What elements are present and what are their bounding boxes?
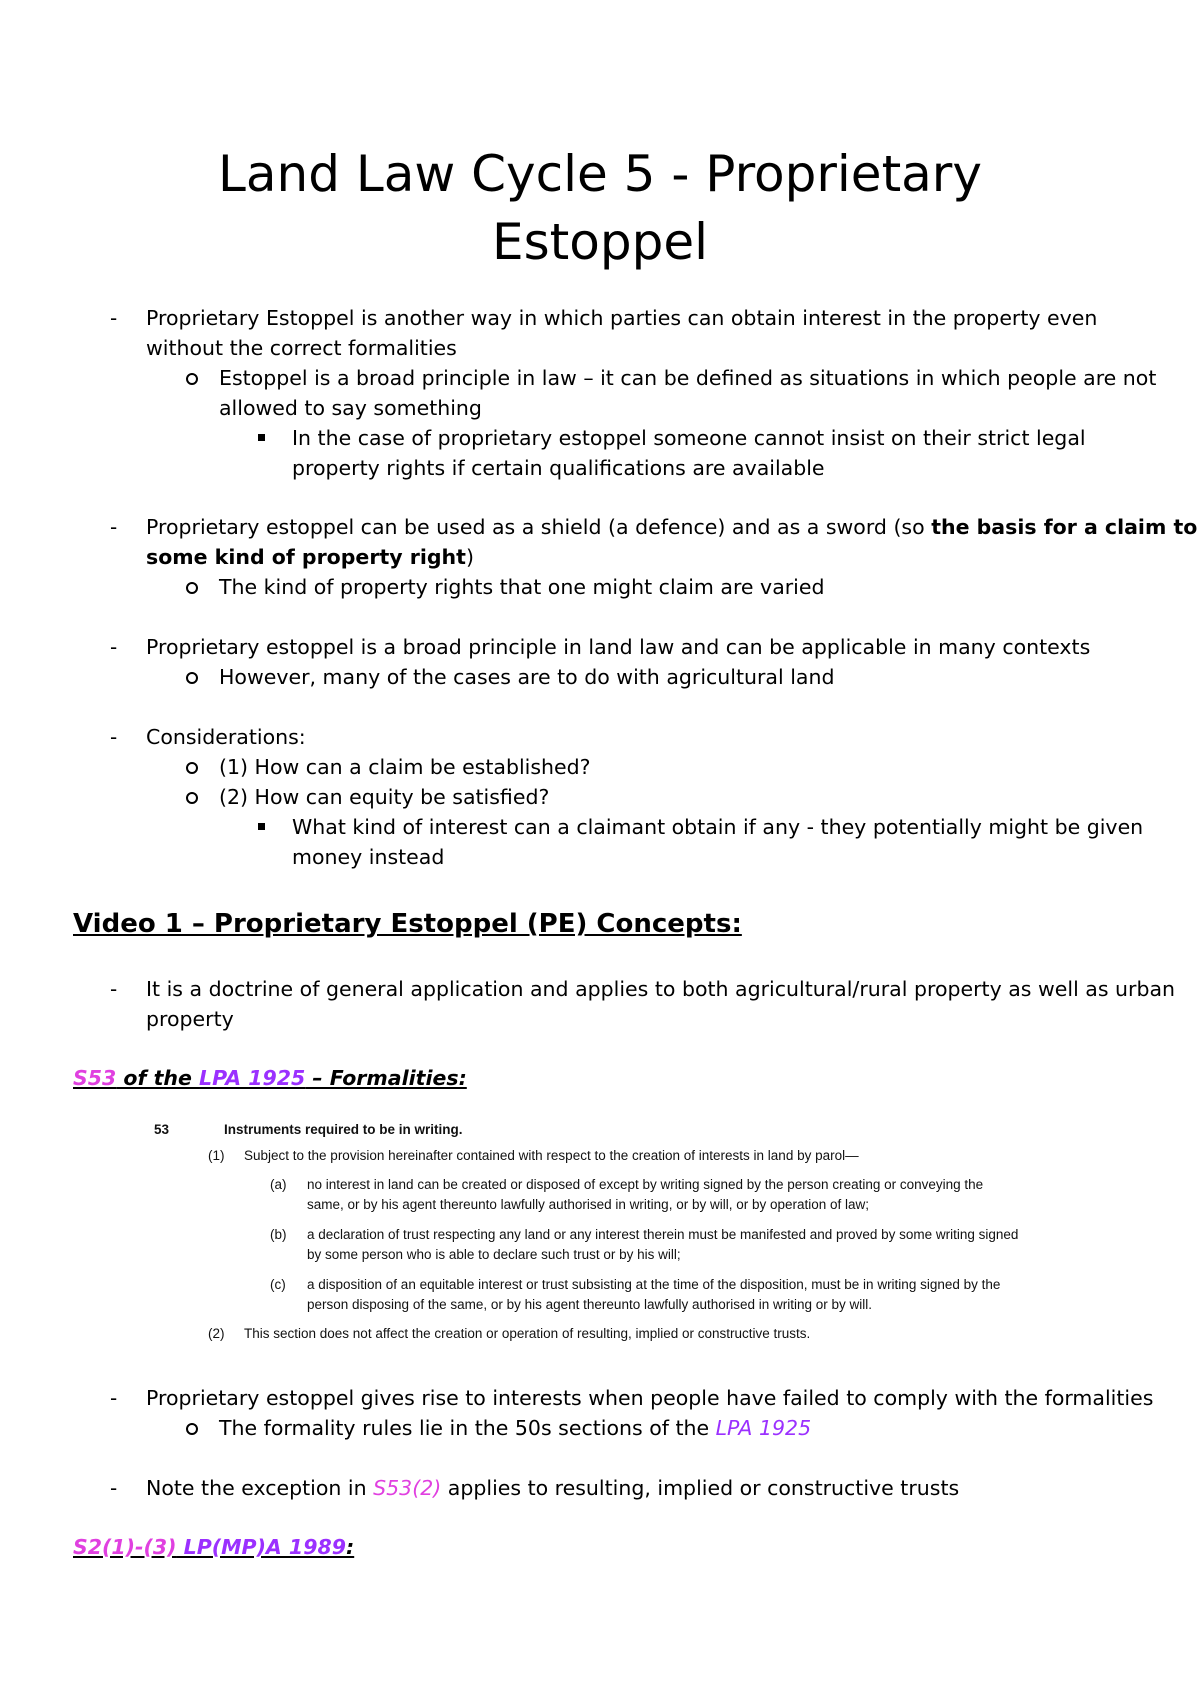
text-run: The formality rules lie in the 50s sections of the xyxy=(219,1416,716,1440)
bullet-text: However, many of the cases are to do with agricultural land xyxy=(219,665,835,689)
bullet-text: allowed to say something xyxy=(219,396,482,420)
bullet-text: Proprietary Estoppel is another way in which parties can obtain interest in the property even xyxy=(146,306,1098,330)
act-link[interactable]: LPA 1925 xyxy=(199,1066,306,1090)
title-line-2: Estoppel xyxy=(492,213,708,271)
text-run: : xyxy=(346,1535,355,1559)
circle-bullet-icon xyxy=(186,762,198,774)
statute-text: a declaration of trust respecting any land or any interest therein must be manifested and proved by some writing signed xyxy=(307,1227,1019,1242)
statute-heading: Instruments required to be in writing. xyxy=(224,1122,463,1137)
dash-bullet: - xyxy=(110,1386,118,1410)
bullet-text: The kind of property rights that one might claim are varied xyxy=(219,575,825,599)
bullet-text: Proprietary estoppel gives rise to interests when people have failed to comply with the formalities xyxy=(146,1386,1154,1410)
statute-text: person disposing of the same, or by his agent thereunto lawfully authorised in writing or by will. xyxy=(307,1297,873,1312)
bold-text-run: the basis for a claim to xyxy=(931,515,1198,539)
section-heading: Video 1 – Proprietary Estoppel (PE) Concepts: xyxy=(73,909,742,939)
bullet-text: What kind of interest can a claimant obtain if any - they potentially might be given xyxy=(292,815,1144,839)
circle-bullet-icon xyxy=(186,792,198,804)
statute-para-number: (b) xyxy=(270,1227,287,1242)
bullet-text xyxy=(146,1473,959,1503)
bullet-text: Considerations: xyxy=(146,725,306,749)
dash-bullet: - xyxy=(110,306,118,330)
statute-number: 53 xyxy=(154,1122,170,1137)
text-run: Proprietary estoppel can be used as a shield (a defence) and as a sword (so xyxy=(146,515,932,539)
statute-text: same, or by his agent thereunto lawfully authorised in writing, or by will, or by operation of law; xyxy=(307,1197,870,1212)
dash-bullet: - xyxy=(110,977,118,1001)
bullet-text: property rights if certain qualifications are available xyxy=(292,456,825,480)
subheading-s53 xyxy=(73,1063,467,1093)
statute-text: by some person who is able to declare such trust or by his will; xyxy=(307,1247,681,1262)
statute-link[interactable]: S53 xyxy=(73,1066,117,1090)
dash-bullet: - xyxy=(110,725,118,749)
page-title xyxy=(0,140,1200,276)
title-line-1: Land Law Cycle 5 - Proprietary xyxy=(218,145,982,203)
statute-text: Subject to the provision hereinafter contained with respect to the creation of interests in land by parol— xyxy=(244,1148,859,1163)
statute-subsection-number: (2) xyxy=(208,1326,225,1341)
act-link[interactable]: LPA 1925 xyxy=(715,1416,812,1440)
dash-bullet: - xyxy=(110,635,118,659)
text-run: Note the exception in xyxy=(146,1476,374,1500)
text-run: – Formalities: xyxy=(305,1066,467,1090)
statute-para-number: (a) xyxy=(270,1177,287,1192)
bullet-text xyxy=(219,1413,811,1443)
circle-bullet-icon xyxy=(186,373,198,385)
statute-text: a disposition of an equitable interest or trust subsisting at the time of the disposition, must be in writing signed by the xyxy=(307,1277,1001,1292)
bullet-text: It is a doctrine of general application and applies to both agricultural/rural property as well as urban xyxy=(146,977,1176,1001)
statute-text: no interest in land can be created or disposed of except by writing signed by the person creating or conveying the xyxy=(307,1177,984,1192)
statute-link[interactable]: S2(1)-(3) xyxy=(73,1535,177,1559)
square-bullet-icon xyxy=(258,434,265,441)
subheading-s2 xyxy=(73,1532,354,1562)
statute-para-number: (c) xyxy=(270,1277,286,1292)
bullet-text: money instead xyxy=(292,845,445,869)
bullet-text: (2) How can equity be satisfied? xyxy=(219,785,550,809)
bullet-text: (1) How can a claim be established? xyxy=(219,755,591,779)
statute-subsection-number: (1) xyxy=(208,1148,225,1163)
circle-bullet-icon xyxy=(186,672,198,684)
bullet-text: Estoppel is a broad principle in law – it can be defined as situations in which people are not xyxy=(219,366,1157,390)
statute-extract-image xyxy=(150,1122,1070,1352)
bold-text-run: some kind of property right xyxy=(146,545,466,569)
text-run: ) xyxy=(465,545,474,569)
bullet-text xyxy=(146,512,1197,542)
text-run: applies to resulting, implied or constructive trusts xyxy=(441,1476,960,1500)
bullet-text: without the correct formalities xyxy=(146,336,457,360)
statute-link[interactable]: S53(2) xyxy=(373,1476,442,1500)
bullet-text xyxy=(146,542,474,572)
bullet-text: property xyxy=(146,1007,234,1031)
bullet-text: Proprietary estoppel is a broad principle in land law and can be applicable in many contexts xyxy=(146,635,1091,659)
text-run: of the xyxy=(116,1066,200,1090)
statute-text: This section does not affect the creation or operation of resulting, implied or constructive trusts. xyxy=(244,1326,811,1341)
dash-bullet: - xyxy=(110,1476,118,1500)
square-bullet-icon xyxy=(258,823,265,830)
act-link[interactable]: LP(MP)A 1989 xyxy=(176,1535,346,1559)
bullet-text: In the case of proprietary estoppel someone cannot insist on their strict legal xyxy=(292,426,1086,450)
circle-bullet-icon xyxy=(186,582,198,594)
dash-bullet: - xyxy=(110,515,118,539)
circle-bullet-icon xyxy=(186,1423,198,1435)
